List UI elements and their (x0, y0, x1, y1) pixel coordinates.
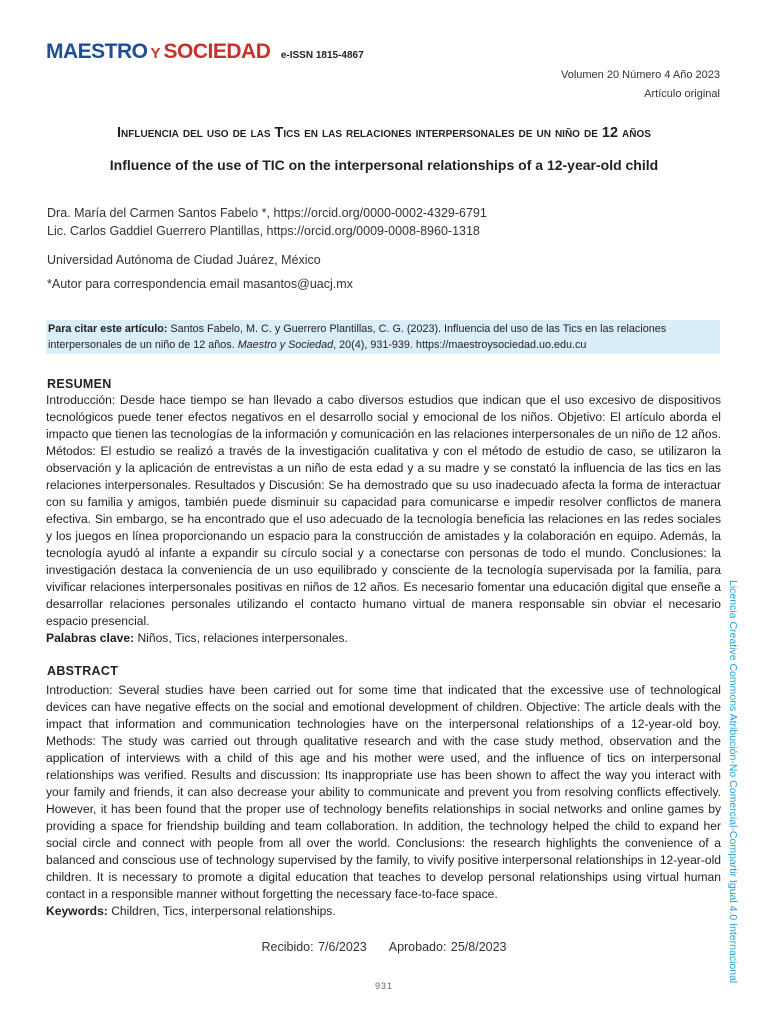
citation-text-before: Santos Fabelo, M. C. y Guerrero Plantillas, C. G. (2023). Influencia del uso de las Tics en las relaciones interpersonales de un niño de 12 años. (48, 323, 667, 351)
resumen-text: Introducción: Desde hace tiempo se han llevado a cabo diversos estudios que indican que el uso excesivo de dispositivos tecnológicos puede tener efectos negativos en el desarrollo social y emocional de los niños. Objetivo: El artículo aborda el impacto que tienen las tecnologías de la información y comunicación en las relaciones interpersonales de un niño de 12 años. Métodos: El estudio se realizó a través de la investigación cualitativa y con el método de estudio de caso, se utilizaron la observación y la aplicación de entrevistas a un niño de esta edad y a su madre y se constató la influencia de las tics en las relaciones interpersonales. Resultados y Discusión: Se ha demostrado que su uso inadecuado afecta la forma de interactuar con su familia y amigos, también puede disminuir su capacidad para comunicarse e impedir resolver conflictos de manera efectiva. Sin embargo, se ha encontrado que el uso adecuado de la tecnología beneficia las relaciones en las redes sociales y los juegos en línea proporcionando un espacio para la construcción de amistades y la colaboración en equipo. Además, la tecnología ayudó al infante a expandir su círculo social y a conectarse con personas de todo el mundo. Conclusiones: la investigación destaca la conveniencia de un uso equilibrado y consciente de la tecnología supervisada por la familia, para vivificar relaciones interpersonales positivas en niños de 12 años. Es necesario fomentar una educación digital que enseñe a desarrollar relaciones personales utilizando el contacto humano virtual de manera responsable sin obviar el necesario espacio presencial. (46, 393, 721, 628)
citation-journal: Maestro y Sociedad (237, 339, 334, 351)
citation-text-after: , 20(4), 931-939. https://maestroysociedad.uo.edu.cu (333, 339, 587, 351)
license-sidebar (723, 580, 743, 984)
title-spanish: Influencia del uso de las Tics en las relaciones interpersonales de un niño de 12 años (117, 125, 651, 141)
approved-date: Aprobado: 25/8/2023 (388, 940, 507, 954)
submission-dates (0, 940, 768, 954)
title-english: Influence of the use of TIC on the interpersonal relationships of a 12-year-old child (109, 157, 659, 173)
logo-word-sociedad: SOCIEDAD (163, 40, 271, 63)
abstract-keywords (46, 903, 721, 920)
abstract-heading: ABSTRACT (47, 664, 119, 678)
received-date: Recibido: 7/6/2023 (261, 940, 367, 954)
abstract-keywords-label: Keywords: (46, 904, 108, 918)
abstract-keywords-value: Children, Tics, interpersonal relationships. (107, 904, 336, 918)
page-number: 931 (374, 981, 394, 991)
abstract-text: Introduction: Several studies have been carried out for some time that indicated that the excessive use of technological devices can have negative effects on the social and emotional development of children. Objective: The article deals with the impact that information and communication technologies have on the interpersonal relationships of a 12-year-old boy. Methods: The study was carried out through qualitative research and with the case study method, observation and the application of interviews with a child of this age and his mother were used, and the influence of tics on interpersonal relationships was verified. Results and discussion: Its inappropriate use has been shown to affect the way you interact with your family and friends, it can also decrease your ability to communicate and prevent you from resolving conflicts effectively. However, it has been found that the proper use of technology benefits relationships in social networks and online games by providing a space for friendship building and team collaboration. In addition, the technology helped the child to expand her social circle and connect with people from all over the world. Conclusions: the research highlights the convenience of a balanced and conscious use of technology supervised by the family, to vivify positive interpersonal relationships in 12-year-old children. It is necessary to promote a digital education that teaches to develop personal relationships using virtual human contact in a responsible manner without forgetting the necessary face-to-face space. (46, 683, 721, 901)
resumen-keywords-value: Niños, Tics, relaciones interpersonales. (134, 631, 348, 645)
resumen-keywords-label: Palabras clave: (46, 631, 135, 645)
article-type-label: Artículo original (644, 88, 720, 100)
correspondence-note: *Autor para correspondencia email masantos@uacj.mx (47, 277, 353, 291)
logo-word-y: Y (150, 45, 161, 62)
resumen-heading: RESUMEN (47, 377, 112, 391)
affiliation: Universidad Autónoma de Ciudad Juárez, México (47, 253, 321, 267)
license-text: Licencia Creative Commons Atribución-No Comercial-Compartir Igual 4.0 Internacional (727, 580, 739, 984)
volume-label: Volumen 20 Número 4 Año 2023 (560, 69, 720, 81)
abstract-body (46, 682, 721, 920)
logo-word-maestro: MAESTRO (46, 40, 148, 63)
citation-box (46, 320, 720, 354)
issue-info (561, 66, 720, 104)
issn-label: e-ISSN 1815-4867 (280, 50, 364, 61)
resumen-keywords (46, 630, 721, 647)
citation-label: Para citar este artículo: (48, 323, 168, 335)
author-2: Lic. Carlos Gaddiel Guerrero Plantillas, https://orcid.org/0009-0008-8960-1318 (47, 223, 480, 238)
author-1: Dra. María del Carmen Santos Fabelo *, https://orcid.org/0000-0002-4329-6791 (47, 206, 487, 220)
resumen-body (46, 392, 721, 647)
journal-logo (46, 40, 364, 64)
author-list (47, 205, 487, 240)
